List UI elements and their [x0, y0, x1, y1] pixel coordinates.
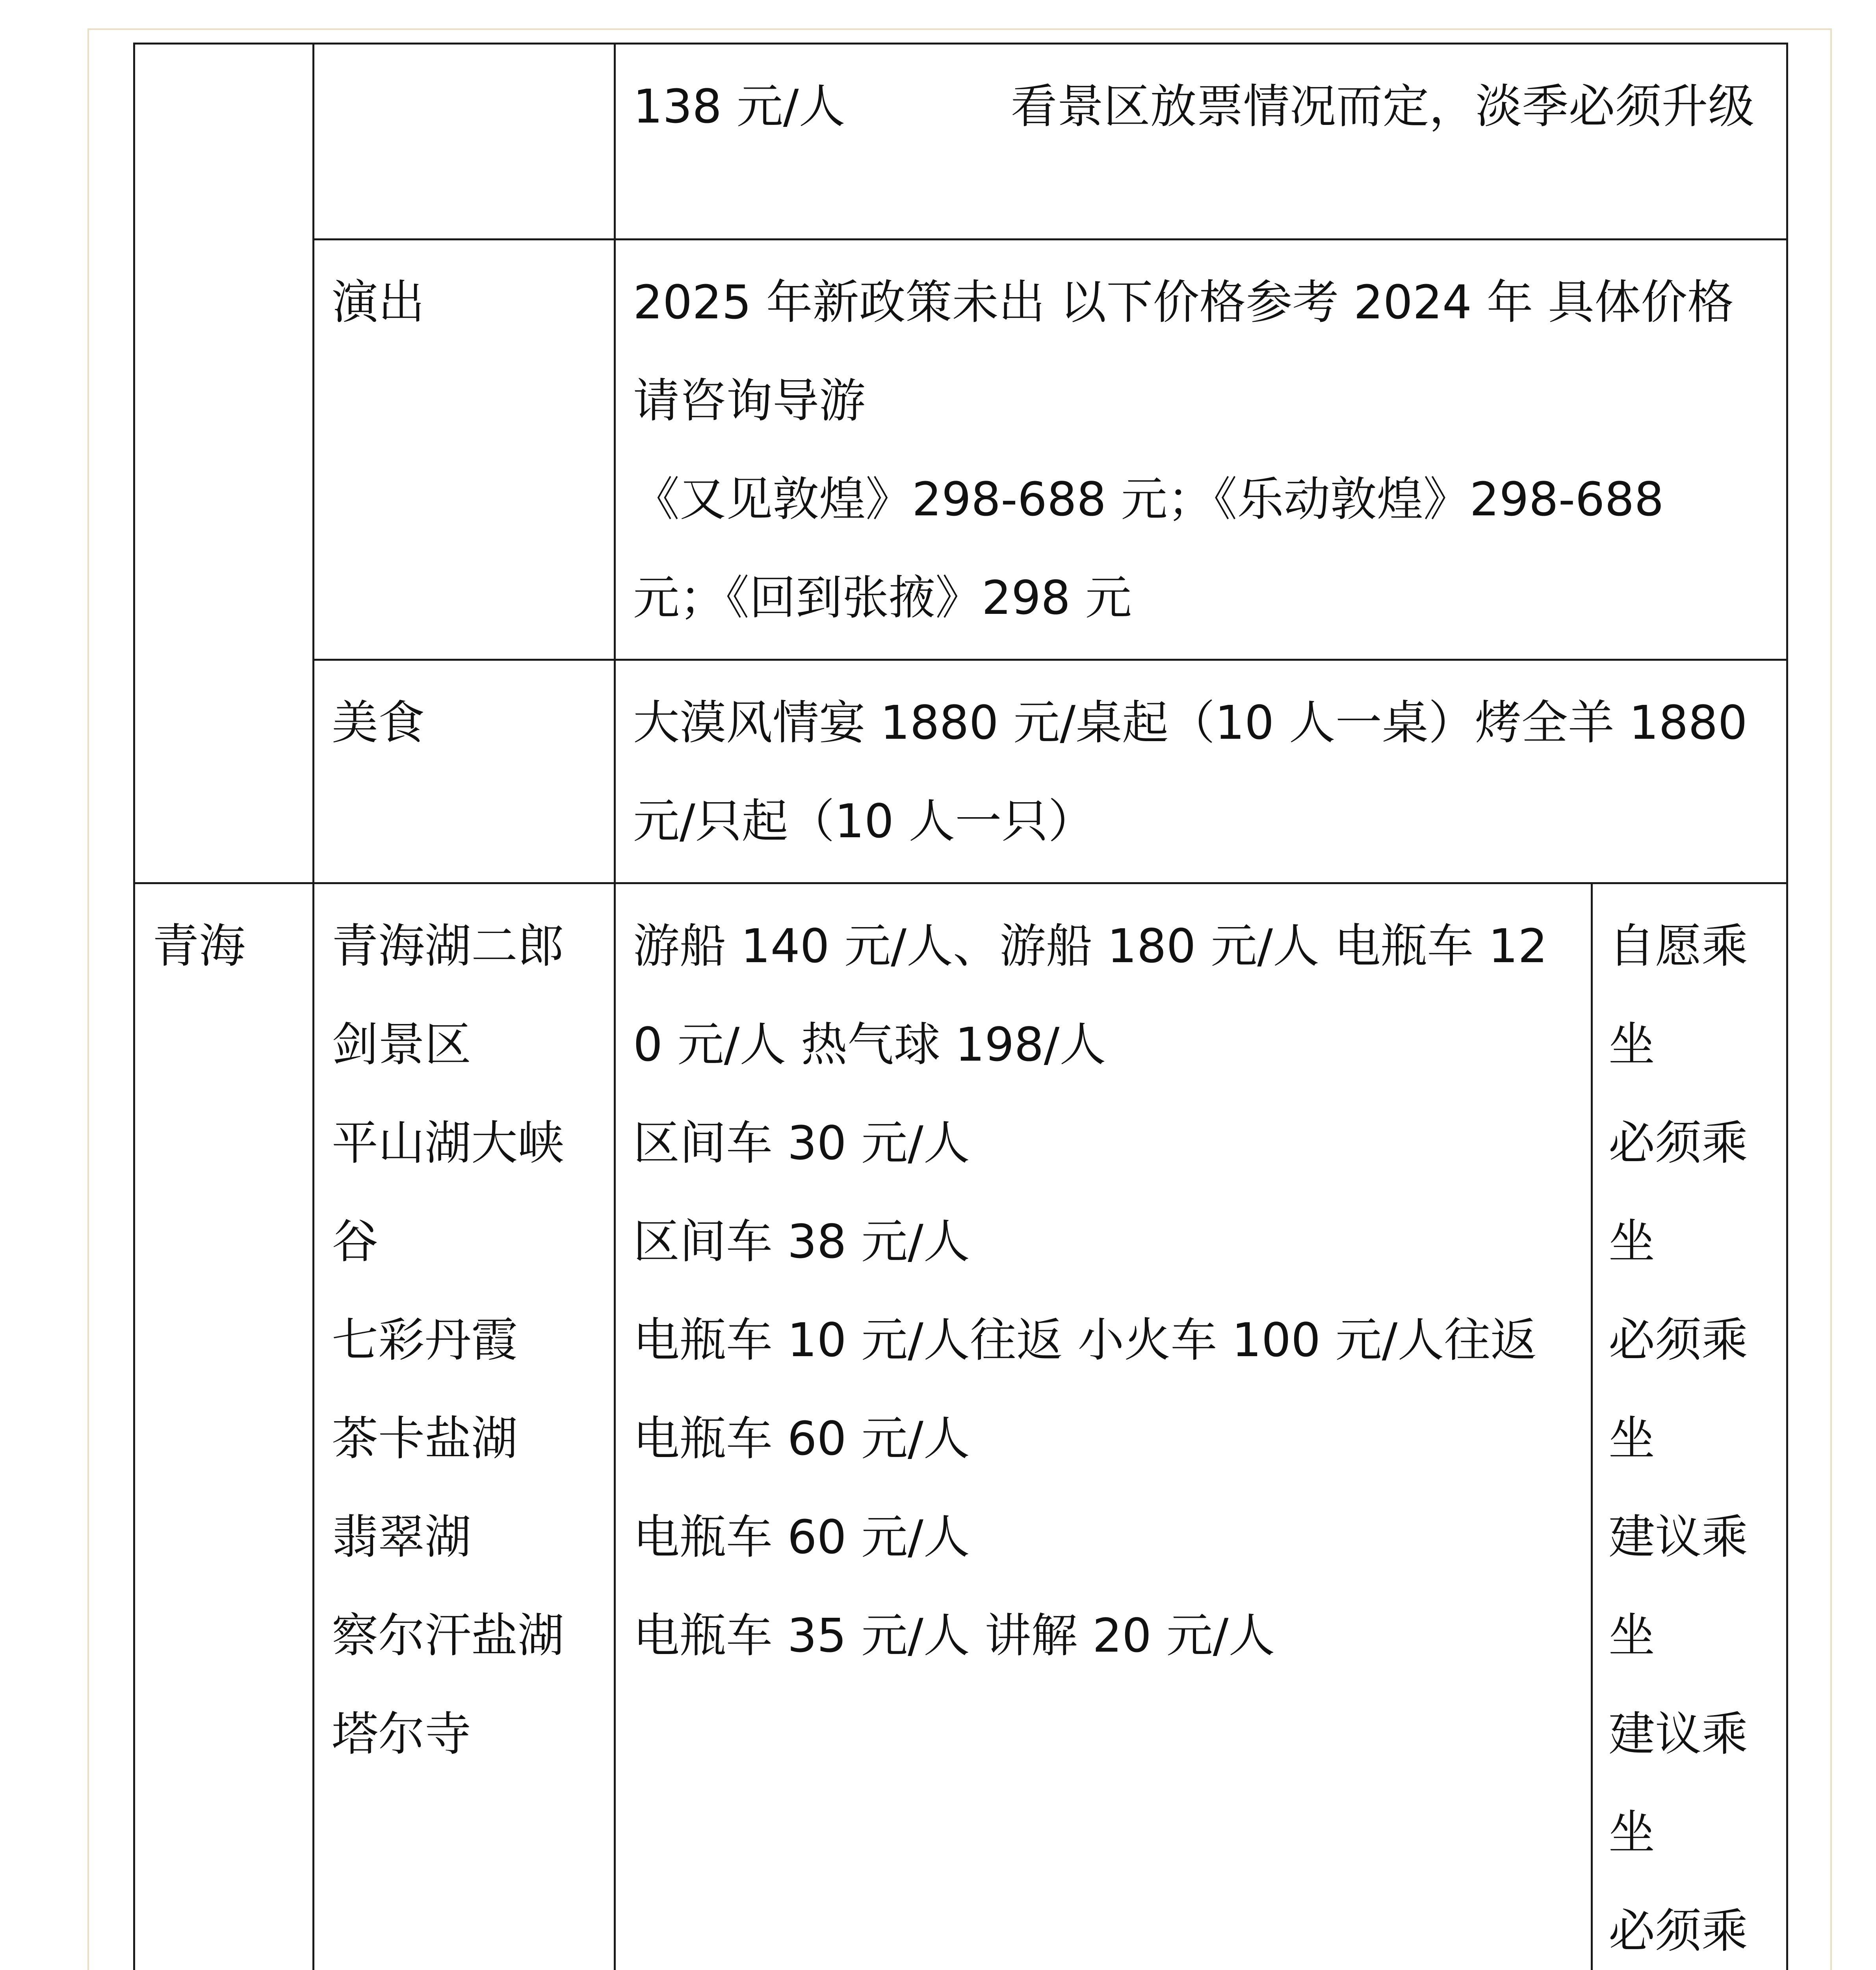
list-item: 自愿乘坐 — [1609, 919, 1748, 1072]
ticket-note: 看景区放票情况而定，淡季必须升级 — [1010, 79, 1755, 134]
show-label: 演出 — [332, 275, 425, 329]
list-item: 电瓶车 60 元/人 — [633, 1411, 970, 1466]
list-item: 电瓶车 35 元/人 讲解 20 元/人 — [633, 1608, 1275, 1663]
list-item: 翡翠湖 — [332, 1510, 472, 1564]
list-item: 必须乘坐 — [1609, 1116, 1748, 1269]
region-cell-qinghai — [134, 883, 314, 1970]
food-text: 大漠风情宴 1880 元/桌起（10 人一桌）烤全羊 1880 元/只起（10 人一只） — [633, 695, 1748, 848]
show-policy-text: 2025 年新政策未出 以下价格参考 2024 年 具体价格请咨询导游 — [633, 275, 1734, 428]
food-cell — [615, 660, 1787, 883]
spot-list-cell — [314, 883, 615, 1970]
table-row — [134, 240, 1787, 660]
show-prices-text: 《又见敦煌》298-688 元；《乐动敦煌》298-688 元；《回到张掖》298 元 — [633, 472, 1664, 625]
list-item: 区间车 30 元/人 — [633, 1116, 970, 1170]
list-item: 平山湖大峡谷 — [332, 1116, 565, 1269]
table-row — [134, 883, 1787, 1970]
list-item: 电瓶车 60 元/人 — [633, 1510, 970, 1564]
food-label: 美食 — [332, 695, 425, 750]
list-item: 建议乘坐 — [1609, 1707, 1748, 1860]
list-item: 察尔汗盐湖 — [332, 1608, 565, 1663]
region-label: 青海 — [152, 919, 246, 973]
price-list-cell — [615, 883, 1592, 1970]
list-item: 青海湖二郎剑景区 — [332, 919, 565, 1072]
list-item: 必须乘坐 — [1609, 1313, 1748, 1466]
list-item: 必须乘 — [1609, 1904, 1748, 1958]
list-item: 游船 140 元/人、游船 180 元/人 电瓶车 120 元/人 热气球 198/人 — [633, 919, 1548, 1072]
show-label-cell — [314, 240, 615, 660]
list-item: 区间车 38 元/人 — [633, 1214, 970, 1269]
table-row — [134, 660, 1787, 883]
food-label-cell — [314, 660, 615, 883]
ticket-cell — [615, 44, 1787, 240]
item-cell-empty — [314, 44, 615, 240]
table-row — [134, 44, 1787, 240]
list-item: 塔尔寺 — [332, 1707, 472, 1761]
region-cell-gansu — [134, 44, 314, 883]
show-cell — [615, 240, 1787, 660]
list-item: 茶卡盐湖 — [332, 1411, 518, 1466]
requirement-list-cell — [1592, 883, 1787, 1970]
list-item: 建议乘坐 — [1609, 1510, 1748, 1663]
list-item: 七彩丹霞 — [332, 1313, 518, 1367]
list-item: 电瓶车 10 元/人往返 小火车 100 元/人往返 — [633, 1313, 1537, 1367]
ticket-price: 138 元/人 — [633, 79, 845, 134]
price-table — [133, 43, 1788, 1970]
